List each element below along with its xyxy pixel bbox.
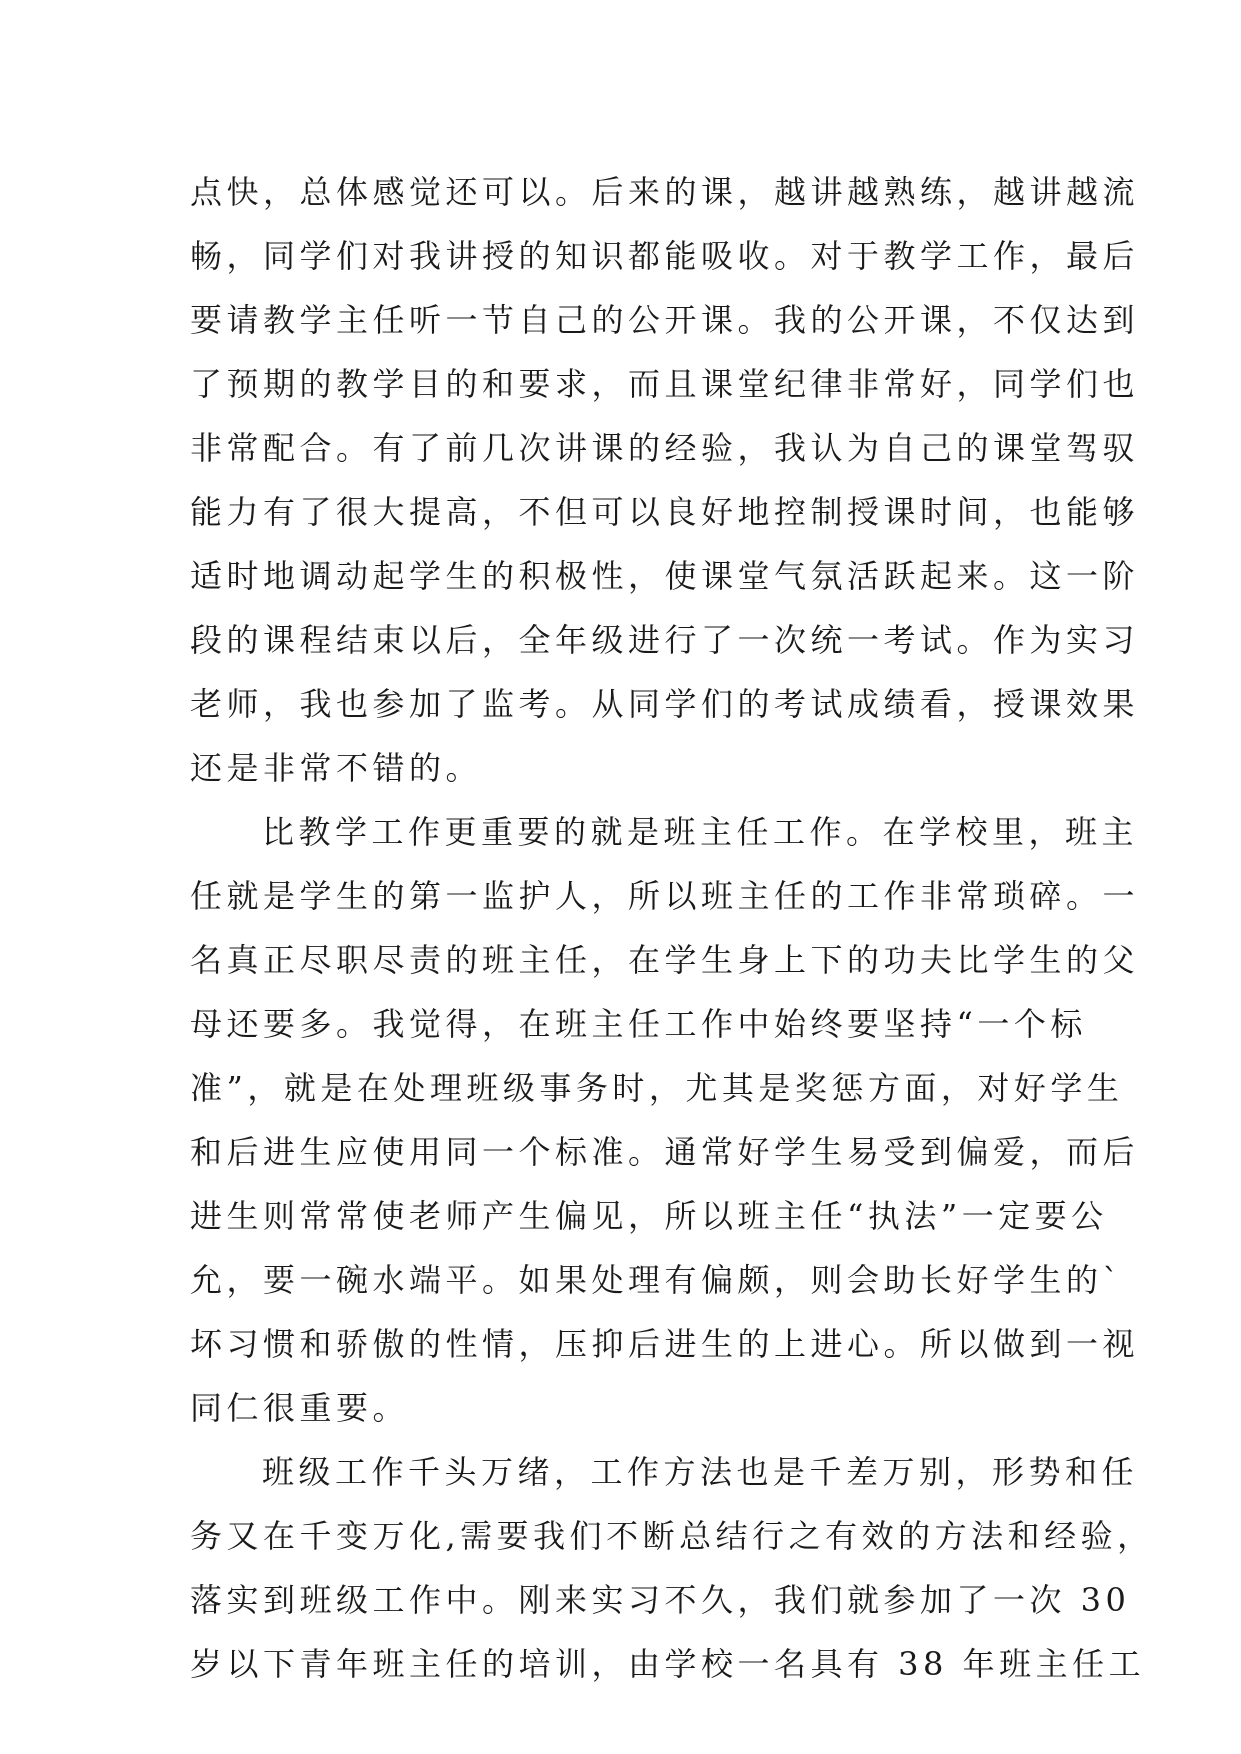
text-line: 要请教学主任听一节自己的公开课。我的公开课，不仅达到 bbox=[190, 301, 1140, 339]
text-line: 能力有了很大提高，不但可以良好地控制授课时间，也能够 bbox=[190, 493, 1140, 531]
text-line: 同仁很重要。 bbox=[190, 1389, 410, 1427]
text-line: 点快，总体感觉还可以。后来的课，越讲越熟练，越讲越流 bbox=[190, 173, 1140, 211]
text-line: 落实到班级工作中。刚来实习不久，我们就参加了一次 30 bbox=[190, 1581, 1131, 1619]
text-line: 畅，同学们对我讲授的知识都能吸收。对于教学工作，最后 bbox=[190, 237, 1140, 275]
text-line: 任就是学生的第一监护人，所以班主任的工作非常琐碎。一 bbox=[190, 877, 1140, 915]
text-line: 了预期的教学目的和要求，而且课堂纪律非常好，同学们也 bbox=[190, 365, 1140, 403]
text-line: 母还要多。我觉得，在班主任工作中始终要坚持“一个标 bbox=[190, 1005, 1087, 1043]
body-text bbox=[190, 160, 1154, 1696]
paragraph-start-line: 比教学工作更重要的就是班主任工作。在学校里，班主 bbox=[262, 813, 1139, 851]
text-line: 坏习惯和骄傲的性情，压抑后进生的上进心。所以做到一视 bbox=[190, 1325, 1140, 1363]
text-line: 名真正尽职尽责的班主任，在学生身上下的功夫比学生的父 bbox=[190, 941, 1140, 979]
text-line: 准”，就是在处理班级事务时，尤其是奖惩方面，对好学生 bbox=[190, 1069, 1124, 1107]
text-line: 进生则常常使老师产生偏见，所以班主任“执法”一定要公 bbox=[190, 1197, 1108, 1235]
text-line: 适时地调动起学生的积极性，使课堂气氛活跃起来。这一阶 bbox=[190, 557, 1140, 595]
text-line: 务又在千变万化,需要我们不断总结行之有效的方法和经验， bbox=[190, 1517, 1154, 1555]
text-line: 非常配合。有了前几次讲课的经验，我认为自己的课堂驾驭 bbox=[190, 429, 1140, 467]
text-line: 还是非常不错的。 bbox=[190, 749, 483, 787]
text-line: 岁以下青年班主任的培训，由学校一名具有 38 年班主任工 bbox=[190, 1645, 1146, 1683]
text-line: 段的课程结束以后，全年级进行了一次统一考试。作为实习 bbox=[190, 621, 1140, 659]
text-line: 老师，我也参加了监考。从同学们的考试成绩看，授课效果 bbox=[190, 685, 1140, 723]
text-line: 允，要一碗水端平。如果处理有偏颇，则会助长好学生的` bbox=[190, 1261, 1124, 1299]
text-line: 和后进生应使用同一个标准。通常好学生易受到偏爱，而后 bbox=[190, 1133, 1140, 1171]
paragraph-start-line: 班级工作千头万绪，工作方法也是千差万别，形势和任 bbox=[262, 1453, 1139, 1491]
